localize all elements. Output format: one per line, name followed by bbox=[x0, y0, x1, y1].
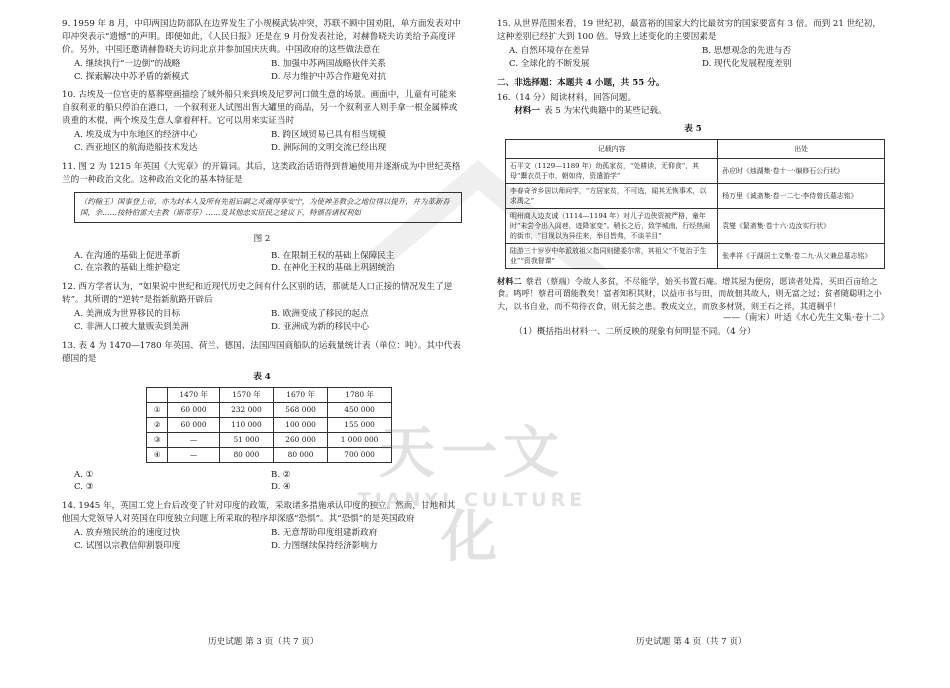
section-2-heading: 二、非选择题：本题共 4 小题，共 55 分。 bbox=[497, 77, 665, 88]
table-cell: 孙应时《烛湖集·卷十一·编修石公行状》 bbox=[718, 159, 885, 184]
q9-option-b: B. 加强中苏两国战略伙伴关系 bbox=[271, 58, 386, 69]
table-4 bbox=[146, 387, 392, 463]
table-cell: 张孝祥《于湖居士文集·卷二九·从父兼总墓志铭》 bbox=[718, 244, 885, 269]
table-cell: 杨万里《诚斋集·卷一二七·李侍曾氏墓志铭》 bbox=[718, 184, 885, 209]
q13-option-a: A. ① bbox=[74, 469, 94, 480]
q15-option-d: D. 现代化发展程度差别 bbox=[702, 58, 792, 69]
material-1-text: 表 5 为宋代典籍中的某些记载。 bbox=[543, 106, 667, 117]
q15-option-c: C. 全球化的不断发展 bbox=[509, 58, 590, 69]
q10-stem: 10. 古埃及一位官吏的墓葬壁画描绘了域外船只来到埃及尼罗河口做生意的场景。画面中，儿童有可能来自叙利亚的船只停泊在港口，一个叙利亚人试图出售大罐里的商品，另一个叙利亚人则手拿一根金属棒或贵重的木棍，两个埃及生意人拿着秤杆。它可以用来实证当时 bbox=[62, 90, 458, 127]
material-2-source: ——（南宋）叶适《水心先生文集·卷十二》 bbox=[722, 313, 889, 324]
q11-stem: 11. 图 2 为 1215 年英国《大宪章》的开篇词。其后，这类政治话语得到普遍使用并逐渐成为中世纪英格兰的一种政治文化。这种政治文化的基本特征是 bbox=[62, 161, 461, 185]
table-row bbox=[506, 244, 885, 269]
table-header-cell: 1780 年 bbox=[328, 387, 392, 402]
table-cell: ① bbox=[147, 402, 168, 417]
q12-stem: 12. 西方学者认为，“如果说中世纪和近现代历史之间有什么区别的话，那就是人口正接的情况发生了逆转”。其所谓的“逆转”是指新航路开辟后 bbox=[62, 282, 453, 306]
material-1-label: 材料一 bbox=[514, 106, 540, 117]
table-header-cell: 1570 年 bbox=[219, 387, 273, 402]
material-2-text: 蔡君（蔡端）令故人多贫，不尽能学，始买书置石庵。增其屋为便房，愿读者处焉，买田百亩给之食。鸣呼！蔡君可谓能教矣！富者知积其财，以益市书与田，而故佃其故人，则无富之过；贫者随聪明之小大，以书自业，而不苟待衣食，则无贫之患。教成文立，而放多材贤，则王石之祥，其道稠乎！ bbox=[497, 276, 882, 311]
watermark-chinese-text: 天一文化 bbox=[379, 421, 565, 570]
table-row bbox=[506, 159, 885, 184]
table-4-caption: 表 4 bbox=[253, 371, 271, 382]
q15-options bbox=[509, 45, 889, 71]
watermark-english-text: TIANYI CULTURE bbox=[357, 489, 587, 511]
q13-option-b: B. ② bbox=[271, 469, 291, 480]
q9-stem: 9. 1959 年 8 月，中印两国边防部队在边界发生了小规模武装冲突，苏联不顾中国劝阻，单方面发表对中印冲突表示“遗憾”的声明。即便如此，《人民日报》还是在 9 月份发表社论，对赫鲁晓夫访美给予高度评价。另外，中国还邀请赫鲁晓夫访问北京并参加国庆庆典。中国政府的这些做法意在 bbox=[62, 19, 461, 55]
material-2-paragraph bbox=[497, 275, 889, 312]
table-cell: 700 000 bbox=[328, 447, 392, 462]
q12-option-c: C. 非洲人口被大量贩卖到美洲 bbox=[74, 321, 189, 332]
table-cell: 80 000 bbox=[219, 447, 273, 462]
table-5 bbox=[505, 139, 885, 269]
q15-option-b: B. 思想观念的先进与否 bbox=[702, 45, 792, 56]
table-cell: 232 000 bbox=[219, 402, 273, 417]
q14-option-b: B. 无意帮助印度组建新政府 bbox=[271, 528, 378, 539]
left-page-footer: 历史试题 第 3 页（共 7 页） bbox=[208, 637, 319, 647]
q11-option-a: A. 在沟通的基础上促进革新 bbox=[74, 250, 181, 261]
q11-option-c: C. 在宗教的基础上维护稳定 bbox=[74, 263, 181, 274]
q16-stem: 16.（14 分）阅读材料，回答问题。 bbox=[497, 93, 637, 104]
left-page-column bbox=[62, 18, 462, 559]
q13-options bbox=[74, 469, 462, 495]
table-cell: 260 000 bbox=[273, 432, 327, 447]
q9-option-d: D. 尽力维护中苏合作避免对抗 bbox=[271, 71, 387, 82]
table-5-caption: 表 5 bbox=[684, 124, 702, 135]
table-cell: ③ bbox=[147, 432, 168, 447]
table-cell: 陆游三十岁岁中年派放祖父指同则健委尔常，其祖父“不复治于生业”“资我督课” bbox=[506, 244, 718, 269]
q14-option-c: C. 试图以宗教信仰割裂印度 bbox=[74, 540, 181, 551]
table-row bbox=[147, 432, 392, 447]
table-cell: — bbox=[168, 447, 219, 462]
q11-option-b: B. 在限制王权的基础上保障民主 bbox=[271, 250, 395, 261]
q14-option-a: A. 放弃殖民统治的速度过快 bbox=[74, 528, 181, 539]
q13-option-c: C. ③ bbox=[74, 482, 94, 493]
q13-option-d: D. ④ bbox=[271, 482, 291, 493]
table-cell: ② bbox=[147, 417, 168, 432]
table-cell: 155 000 bbox=[328, 417, 392, 432]
material-2-label: 材料二 bbox=[497, 276, 522, 287]
right-page-column bbox=[497, 18, 889, 339]
table-cell: 80 000 bbox=[273, 447, 327, 462]
q9-option-c: C. 探索解决中苏矛盾的新模式 bbox=[74, 71, 189, 82]
q12-option-b: B. 欧洲变成了移民的起点 bbox=[271, 309, 369, 320]
table-cell: 110 000 bbox=[219, 417, 273, 432]
table-cell: 100 000 bbox=[273, 417, 327, 432]
q15-option-a: A. 自然环境存在差异 bbox=[509, 45, 590, 56]
q14-stem: 14. 1945 年，英国工党上台后改变了针对印度的政策，采取诸多措施承认印度的独立。然而，甘地和其他国大党领导人对英国在印度独立问题上所采取的程序却深感“恐惧”。其“恐惧”的是英国政府 bbox=[62, 501, 456, 525]
material-1-intro bbox=[497, 105, 889, 118]
table-cell: 明州商人边友诚（1114—1194 年）对儿子边侠资被严格，童年时“未尝令出入闾巷，迹降家变”。稍长之后，致学城南，行经热闹的街市，“目视以为异往来，举目皆弗，不谈羊目” bbox=[506, 209, 718, 244]
magna-carta-quote-box: （约翰王）国事登上帝，亦为封本人及所有先祖后嗣之灵魂得享安宁，为使神圣教会之地位得以提升，并为革新吾国，余……按特伯雷大主教（斯蒂芬）……及其他忠实臣民之建议下，特颁吾诸权利如 bbox=[74, 192, 462, 223]
figure-2-caption: 图 2 bbox=[253, 233, 271, 244]
q14-option-d: D. 力图继续保持经济影响力 bbox=[271, 540, 378, 551]
table-cell: 568 000 bbox=[273, 402, 327, 417]
table-cell: 60 000 bbox=[168, 402, 219, 417]
table-cell: 1 000 000 bbox=[328, 432, 392, 447]
table-cell: 450 000 bbox=[328, 402, 392, 417]
table-header-row bbox=[147, 387, 392, 402]
q12-option-a: A. 美洲成为世界移民的目标 bbox=[74, 309, 181, 320]
table-header-cell: 出处 bbox=[718, 140, 885, 159]
q12-options bbox=[74, 308, 462, 334]
q10-option-d: D. 洲际间的文明交流已经出现 bbox=[271, 143, 387, 154]
table-row bbox=[147, 447, 392, 462]
table-cell: 60 000 bbox=[168, 417, 219, 432]
table-cell: 袁燮《絜斋集·卷十六·边汝实行状》 bbox=[718, 209, 885, 244]
table-header-cell: 1470 年 bbox=[168, 387, 219, 402]
q13-stem: 13. 表 4 为 1470—1780 年英国、荷兰、德国、法国四国商船队的运载量统计表（单位：吨）。其中代表德国的是 bbox=[62, 340, 461, 364]
q9-option-a: A. 继续执行“一边倒”的战略 bbox=[74, 58, 181, 69]
q10-option-b: B. 跨区域贸易已具有相当规模 bbox=[271, 130, 386, 141]
table-cell: — bbox=[168, 432, 219, 447]
q9-options bbox=[74, 58, 462, 84]
q12-option-d: D. 亚洲成为新的移民中心 bbox=[271, 321, 369, 332]
table-cell: ④ bbox=[147, 447, 168, 462]
q10-option-a: A. 埃及成为中东地区的经济中心 bbox=[74, 130, 198, 141]
table-header-cell: 记载内容 bbox=[506, 140, 718, 159]
q15-stem: 15. 从世界范围来看，19 世纪初，最富裕的国家大约比最贫穷的国家要富有 3 倍。而到 21 世纪初，这种差别已经扩大到 100 倍。导致上述变化的主要因素是 bbox=[497, 19, 881, 42]
right-page-footer: 历史试题 第 4 页（共 7 页） bbox=[636, 637, 747, 647]
q10-options bbox=[74, 129, 462, 155]
table-row bbox=[506, 209, 885, 244]
table-cell: 李春奇爷乡居以师问学，“方居家贫，不可选，闻其无恢事术，以求禹之” bbox=[506, 184, 718, 209]
q11-option-d: D. 在神化王权的基础上巩固统治 bbox=[271, 263, 395, 274]
q11-options bbox=[74, 250, 462, 276]
table-row bbox=[147, 402, 392, 417]
table-cell: 51 000 bbox=[219, 432, 273, 447]
table-row bbox=[147, 417, 392, 432]
table-row bbox=[506, 184, 885, 209]
q10-option-c: C. 西亚地区的航海造船技术发达 bbox=[74, 143, 198, 154]
q16-subquestion-1: （1）概括指出材料一、二所反映的现象有何明显不同。（4 分） bbox=[514, 326, 756, 337]
q14-options bbox=[74, 527, 462, 553]
table-cell: 石平文（1129—1189 年）幼孤家贫，“处耕读，无仰食”，其母“鬻衣员于市，朝如待，资遣游学” bbox=[506, 159, 718, 184]
table-header-cell: 1670 年 bbox=[273, 387, 327, 402]
table-header-cell bbox=[147, 387, 168, 402]
table-header-row bbox=[506, 140, 885, 159]
